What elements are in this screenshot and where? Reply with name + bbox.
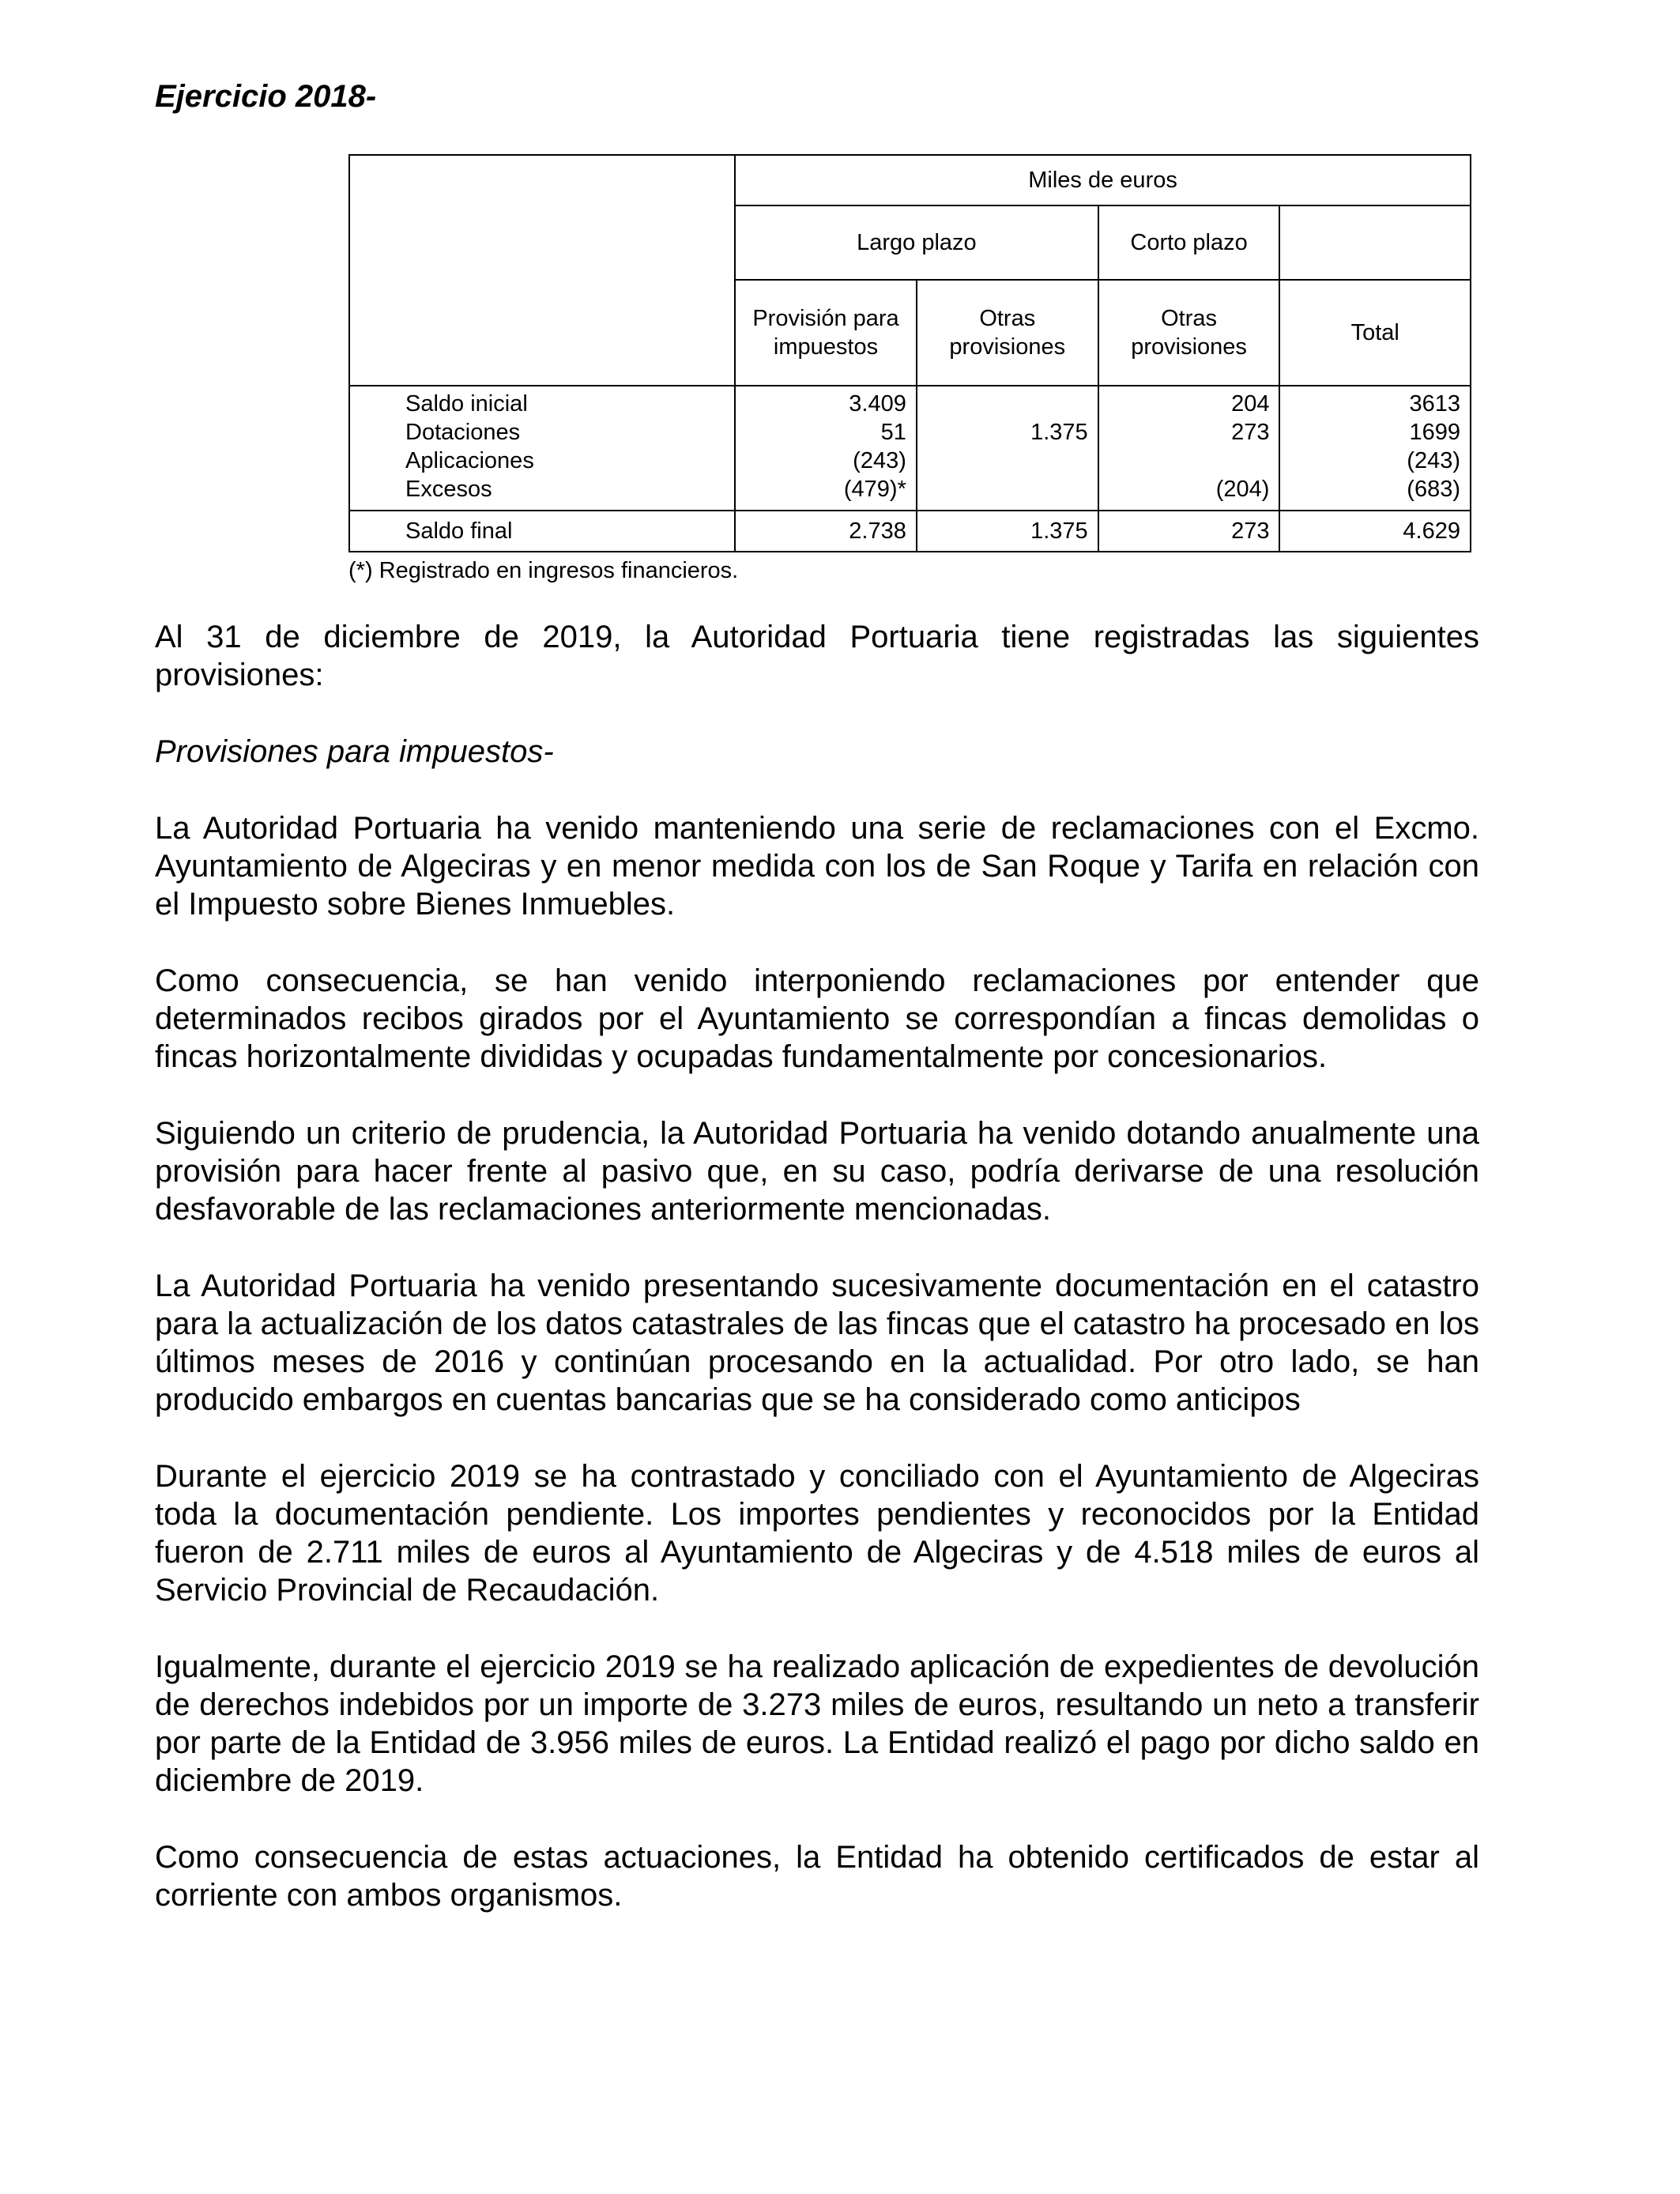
paragraph: Siguiendo un criterio de prudencia, la Autoridad Portuaria ha venido dotando anualmente una provisión para hacer frente al pasivo que, en su caso, podría derivarse de una resolución desfavorable de las reclamaciones anteriormente mencionadas.	[155, 1116, 1479, 1227]
paragraph: Como consecuencia de estas actuaciones, la Entidad ha obtenido certificados de estar al corriente con ambos organismos.	[155, 1840, 1479, 1913]
table-cell: 273	[1098, 418, 1280, 447]
subgroup-corto-plazo: Corto plazo	[1098, 205, 1280, 280]
paragraph: Igualmente, durante el ejercicio 2019 se ha realizado aplicación de expedientes de devolución de derechos indebidos por un importe de 3.273 miles de euros, resultando un neto a transferir por parte de la Entidad de 3.956 miles de euros. La Entidad realizó el pago por dicho saldo en diciembre de 2019.	[155, 1649, 1479, 1798]
total-label: Saldo final	[349, 511, 735, 552]
table-cell	[917, 447, 1098, 475]
column-header: Total	[1279, 280, 1471, 386]
table-cell	[1098, 447, 1280, 475]
column-header: Provisión para impuestos	[735, 280, 917, 386]
table-row	[349, 475, 1471, 511]
total-cell: 4.629	[1279, 511, 1471, 552]
provisions-table	[348, 154, 1471, 552]
table-cell: 3613	[1279, 386, 1471, 418]
body-text	[155, 618, 1479, 1953]
table-cell	[917, 386, 1098, 418]
table-row	[349, 447, 1471, 475]
paragraph: La Autoridad Portuaria ha venido presentando sucesivamente documentación en el catastro para la actualización de los datos catastrales de las fincas que el catastro ha procesado en los últimos meses de 2016 y continúan procesando en la actualidad. Por otro lado, se han producido embargos en cuentas bancarias que se ha considerado como anticipos	[155, 1269, 1479, 1417]
group-header: Miles de euros	[735, 155, 1471, 205]
row-label: Aplicaciones	[349, 447, 735, 475]
subgroup-empty-cell	[1279, 205, 1471, 280]
row-label: Excesos	[349, 475, 735, 511]
table-cell: (204)	[1098, 475, 1280, 511]
table-cell: (683)	[1279, 475, 1471, 511]
table-cell: 1.375	[917, 418, 1098, 447]
column-header: Otras provisiones	[917, 280, 1098, 386]
column-header: Otras provisiones	[1098, 280, 1280, 386]
table-cell: 1699	[1279, 418, 1471, 447]
subsection-heading: Provisiones para impuestos-	[155, 734, 554, 769]
table-cell: (243)	[1279, 447, 1471, 475]
paragraph: Como consecuencia, se han venido interponiendo reclamaciones por entender que determinados recibos girados por el Ayuntamiento se correspondían a fincas demolidas o fincas horizontalmente divididas y ocupadas fundamentalmente por concesionarios.	[155, 963, 1479, 1074]
table-cell: 3.409	[735, 386, 917, 418]
table-footnote: (*) Registrado en ingresos financieros.	[348, 558, 739, 583]
table-row	[349, 418, 1471, 447]
table-cell: 51	[735, 418, 917, 447]
table-cell: (479)*	[735, 475, 917, 511]
paragraph: Durante el ejercicio 2019 se ha contrastado y conciliado con el Ayuntamiento de Algeciras toda la documentación pendiente. Los importes pendientes y reconocidos por la Entidad fueron de 2.711 miles de euros al Ayuntamiento de Algeciras y de 4.518 miles de euros al Servicio Provincial de Recaudación.	[155, 1459, 1479, 1608]
table-cell: 204	[1098, 386, 1280, 418]
total-row	[349, 511, 1471, 552]
table-cell: (243)	[735, 447, 917, 475]
total-cell: 273	[1098, 511, 1280, 552]
total-cell: 2.738	[735, 511, 917, 552]
paragraph: La Autoridad Portuaria ha venido manteniendo una serie de reclamaciones con el Excmo. Ayuntamiento de Algeciras y en menor medida con los de San Roque y Tarifa en relación con el Impuesto sobre Bienes Inmuebles.	[155, 811, 1479, 922]
table-corner-cell	[349, 155, 735, 386]
section-title: Ejercicio 2018-	[155, 79, 377, 114]
table-cell	[917, 475, 1098, 511]
row-label: Dotaciones	[349, 418, 735, 447]
subgroup-largo-plazo: Largo plazo	[735, 205, 1098, 280]
total-cell: 1.375	[917, 511, 1098, 552]
table-row	[349, 386, 1471, 418]
row-label: Saldo inicial	[349, 386, 735, 418]
paragraph: Al 31 de diciembre de 2019, la Autoridad Portuaria tiene registradas las siguientes provisiones:	[155, 620, 1479, 692]
